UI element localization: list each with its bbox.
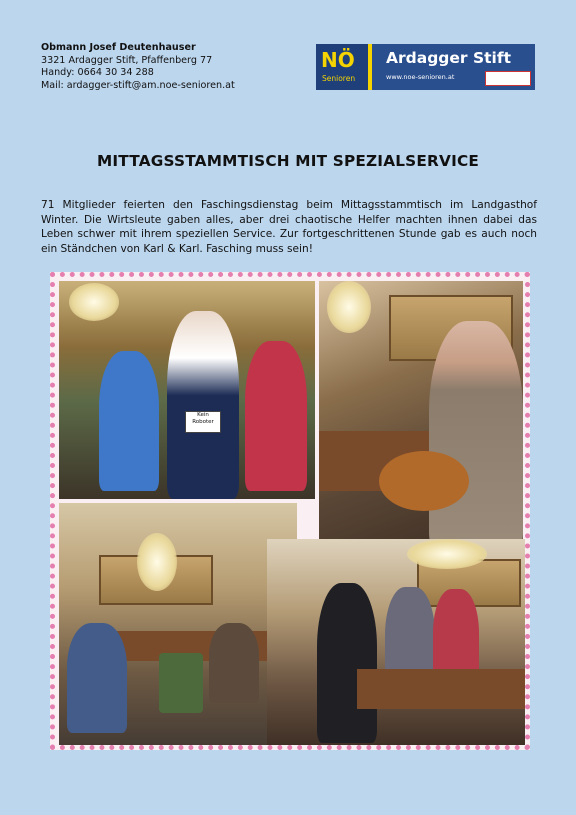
logo-name: Ardagger Stift <box>386 49 511 67</box>
photo-dining-room <box>59 503 297 745</box>
logo-mark: NÖ <box>321 48 355 72</box>
logo-mark-panel <box>316 44 372 90</box>
guitarist-figure <box>429 321 523 551</box>
helper-center-figure <box>167 311 239 499</box>
contact-address: 3321 Ardagger Stift, Pfaffenberg 77 <box>41 54 213 66</box>
sign-text: Kein Roboter <box>192 412 214 425</box>
logo-url: www.noe-senioren.at <box>386 73 455 81</box>
contact-mail[interactable]: Mail: ardagger-stift@am.noe-senioren.at <box>41 79 235 91</box>
guest-figure <box>209 623 259 703</box>
guitar-icon <box>379 451 469 511</box>
guest-hat-figure <box>317 583 377 743</box>
logo-sub: Senioren <box>322 74 356 83</box>
helper-right-figure <box>245 341 307 491</box>
chandelier-icon <box>407 539 487 569</box>
guest-figure <box>67 623 127 733</box>
logo-badge-icon <box>485 71 531 86</box>
photo-costumed-guests <box>267 539 525 745</box>
helper-left-figure <box>99 351 159 491</box>
table <box>357 669 525 709</box>
logo-text-panel <box>372 44 535 90</box>
noe-senioren-logo <box>316 44 535 90</box>
contact-phone: Handy: 0664 30 34 288 <box>41 67 154 78</box>
page-title: MITTAGSSTAMMTISCH MIT SPEZIALSERVICE <box>96 152 480 170</box>
sign <box>185 411 221 433</box>
photo-helpers <box>59 281 315 499</box>
contact-name: Obmann Josef Deutenhauser <box>41 42 196 53</box>
article-text: 71 Mitglieder feierten den Faschingsdienstag beim Mittagsstammtisch im Landgasthof Winter. Die Wirtsleute gaben alles, aber drei chaotische Helfer machten ihnen dabei das Leben schwer mit ihrem speziellen Service. Zur fortgeschrittenen Stunde gab es auch noch ein Ständchen von Karl & Karl. Fasching muss sein! <box>41 199 537 255</box>
photo-guitar-player <box>319 281 523 551</box>
chair-icon <box>159 653 203 713</box>
photo-collage <box>50 272 530 750</box>
chandelier-icon <box>69 283 119 321</box>
chandelier-icon <box>327 281 371 333</box>
contact-block <box>41 42 235 92</box>
chandelier-icon <box>137 533 177 591</box>
